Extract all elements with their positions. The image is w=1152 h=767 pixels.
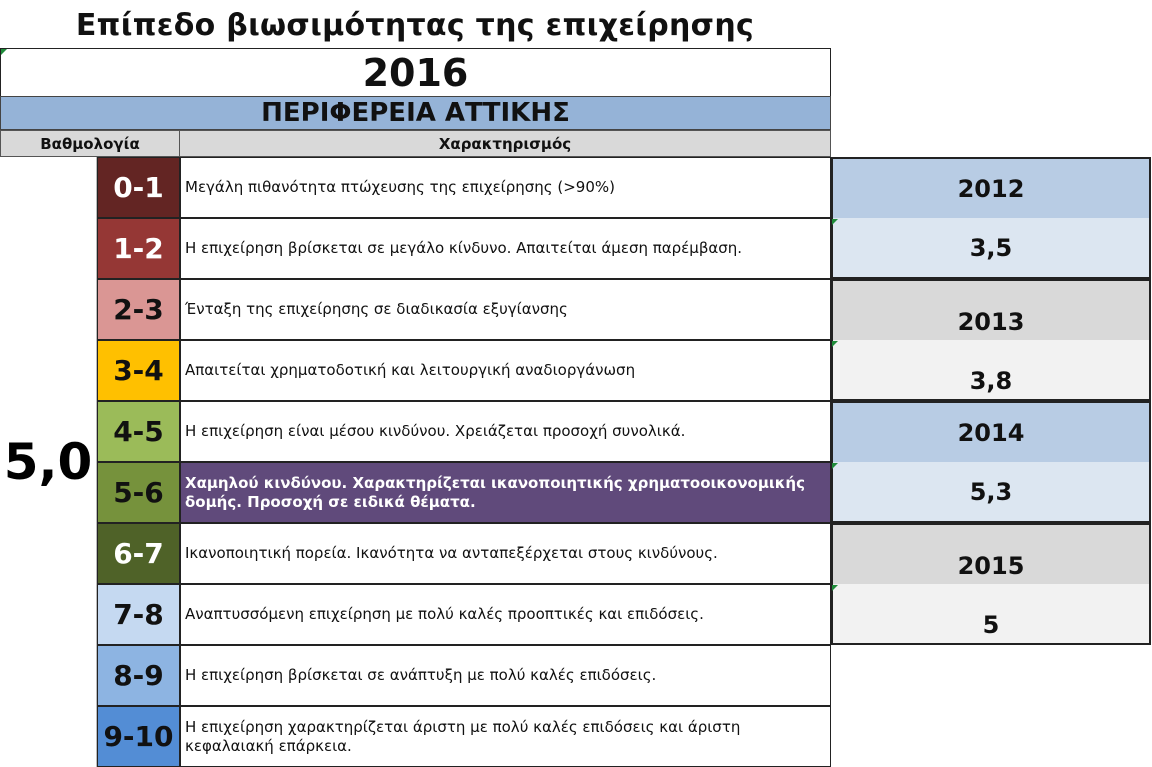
score-range-2-3: 2-3: [97, 279, 180, 340]
range-description: Η επιχείρηση βρίσκεται σε ανάπτυξη με πολύ καλές επιδόσεις.: [180, 645, 831, 706]
score-range-7-8: 7-8: [97, 584, 180, 645]
score-range-6-7: 6-7: [97, 523, 180, 584]
cell-marker: [832, 585, 838, 591]
range-description: Η επιχείρηση χαρακτηρίζεται άριστη με πολύ καλές επιδόσεις και άριστη κεφαλαιακή επάρκεια.: [180, 706, 831, 767]
range-description: Η επιχείρηση βρίσκεται σε μεγάλο κίνδυνο. Απαιτείται άμεση παρέμβαση.: [180, 218, 831, 279]
overall-score: 5,0: [0, 157, 97, 767]
history-score-2013: 3,8: [831, 340, 1151, 401]
score-range-0-1: 0-1: [97, 157, 180, 218]
score-range-1-2: 1-2: [97, 218, 180, 279]
range-description: Ικανοποιητική πορεία. Ικανότητα να ανταπεξέρχεται στους κινδύνους.: [180, 523, 831, 584]
score-range-9-10: 9-10: [97, 706, 180, 767]
range-description: Χαμηλού κινδύνου. Χαρακτηρίζεται ικανοποιητικής χρηματοοικονομικής δομής. Προσοχή σε ειδικά θέματα.: [180, 462, 831, 523]
score-range-8-9: 8-9: [97, 645, 180, 706]
history-year-2014: 2014: [831, 401, 1151, 462]
cell-marker: [832, 463, 838, 469]
score-range-5-6: 5-6: [97, 462, 180, 523]
history-score-2015: 5: [831, 584, 1151, 645]
report-year: 2016: [0, 48, 831, 97]
description-column-header: Χαρακτηρισμός: [179, 130, 831, 157]
score-range-4-5: 4-5: [97, 401, 180, 462]
range-description: Ένταξη της επιχείρησης σε διαδικασία εξυγίανσης: [180, 279, 831, 340]
cell-marker: [832, 219, 838, 225]
history-score-2014: 5,3: [831, 462, 1151, 523]
range-description: Αναπτυσσόμενη επιχείρηση με πολύ καλές προοπτικές και επιδόσεις.: [180, 584, 831, 645]
range-description: Μεγάλη πιθανότητα πτώχευσης της επιχείρησης (>90%): [180, 157, 831, 218]
cell-marker: [832, 341, 838, 347]
cell-marker: [1, 49, 7, 55]
history-year-2015: 2015: [831, 523, 1151, 584]
history-year-2012: 2012: [831, 157, 1151, 218]
history-year-2013: 2013: [831, 279, 1151, 340]
page-title: Επίπεδο βιωσιμότητας της επιχείρησης: [75, 8, 755, 43]
score-column-header: Βαθμολογία: [0, 130, 180, 157]
region-title: ΠΕΡΙΦΕΡΕΙΑ ΑΤΤΙΚΗΣ: [0, 96, 831, 130]
history-score-2012: 3,5: [831, 218, 1151, 279]
range-description: Η επιχείρηση είναι μέσου κινδύνου. Χρειάζεται προσοχή συνολικά.: [180, 401, 831, 462]
score-range-3-4: 3-4: [97, 340, 180, 401]
range-description: Απαιτείται χρηματοδοτική και λειτουργική αναδιοργάνωση: [180, 340, 831, 401]
